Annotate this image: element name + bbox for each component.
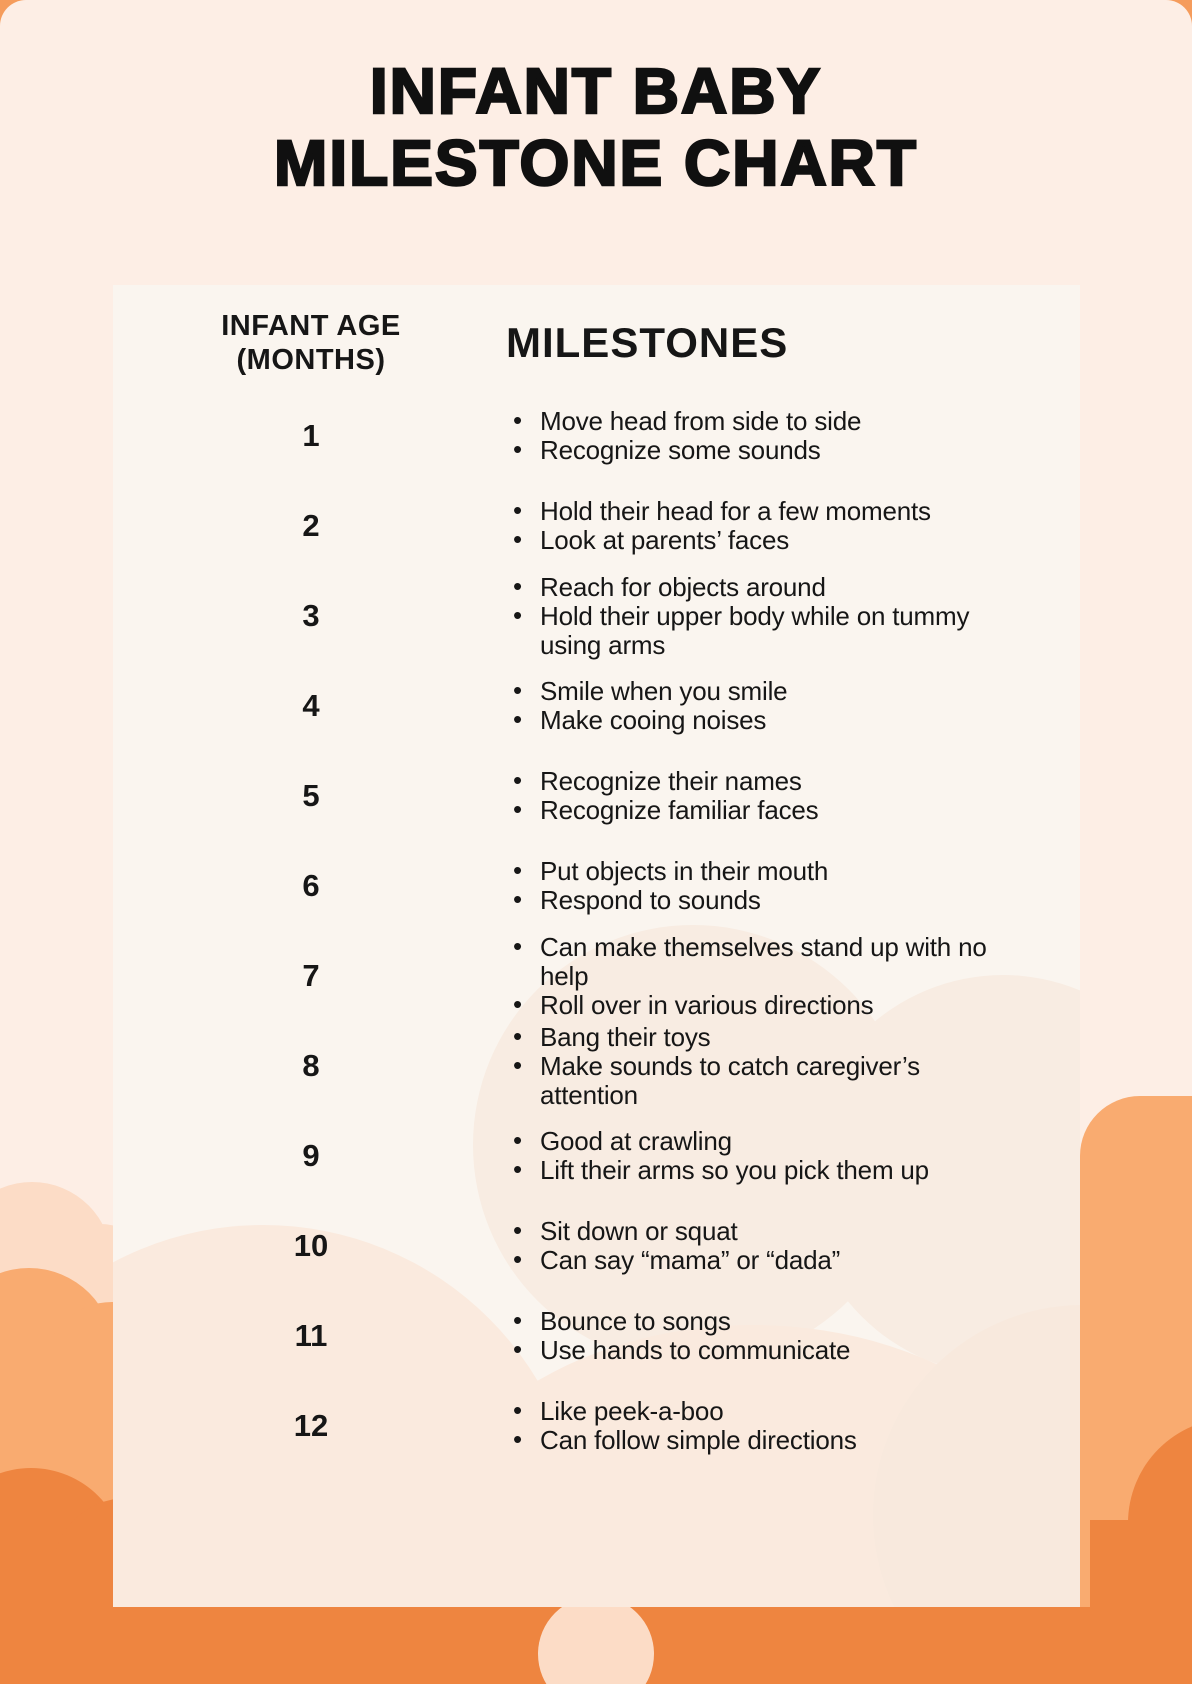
milestone-item: • Hold their upper body while on tummy using arms xyxy=(506,602,995,660)
milestone-list xyxy=(481,933,1050,1020)
milestone-item: • Make sounds to catch caregiver’s attention xyxy=(506,1052,995,1110)
table-row xyxy=(141,751,1050,841)
table xyxy=(113,285,1080,1471)
age-cell: 11 xyxy=(294,1318,328,1353)
age-cell: 3 xyxy=(302,598,320,633)
age-header-line-1: INFANT AGE xyxy=(221,310,401,342)
milestone-item: • Can say “mama” or “dada” xyxy=(506,1246,995,1275)
milestone-item: • Can follow simple directions xyxy=(506,1426,995,1455)
milestone-item: • Recognize some sounds xyxy=(506,436,995,465)
age-header-line-2: (MONTHS) xyxy=(236,344,386,376)
age-cell: 5 xyxy=(302,778,320,813)
milestone-item: • Bang their toys xyxy=(506,1023,995,1052)
milestone-list xyxy=(481,1217,1050,1275)
table-row xyxy=(141,1111,1050,1201)
age-cell: 2 xyxy=(302,508,320,543)
age-cell: 1 xyxy=(302,418,320,453)
milestones-column-header: MILESTONES xyxy=(506,319,789,366)
age-cell: 6 xyxy=(302,868,320,903)
age-cell: 9 xyxy=(302,1138,320,1173)
milestone-item: • Put objects in their mouth xyxy=(506,857,995,886)
age-cell: 7 xyxy=(302,958,320,993)
age-cell: 8 xyxy=(302,1048,320,1083)
table-rows xyxy=(141,391,1050,1471)
milestone-item: • Reach for objects around xyxy=(506,573,995,602)
title-line-2: MILESTONE CHART xyxy=(274,126,918,199)
table-header xyxy=(141,309,1050,377)
milestone-item: • Roll over in various directions xyxy=(506,991,995,1020)
page-title xyxy=(0,56,1192,199)
milestone-item: • Look at parents’ faces xyxy=(506,526,995,555)
milestone-card xyxy=(113,285,1080,1607)
milestone-item: • Respond to sounds xyxy=(506,886,995,915)
milestone-item: • Recognize their names xyxy=(506,767,995,796)
table-row xyxy=(141,841,1050,931)
table-row xyxy=(141,931,1050,1021)
milestone-item: • Lift their arms so you pick them up xyxy=(506,1156,995,1185)
milestone-list xyxy=(481,767,1050,825)
table-row xyxy=(141,1021,1050,1111)
table-row xyxy=(141,1381,1050,1471)
table-row xyxy=(141,661,1050,751)
milestone-item: • Move head from side to side xyxy=(506,407,995,436)
table-row xyxy=(141,481,1050,571)
milestone-list xyxy=(481,1307,1050,1365)
milestone-list xyxy=(481,407,1050,465)
age-cell: 12 xyxy=(293,1408,329,1443)
table-row xyxy=(141,391,1050,481)
milestone-item: • Hold their head for a few moments xyxy=(506,497,995,526)
age-cell: 4 xyxy=(302,688,320,723)
milestone-list xyxy=(481,1023,1050,1110)
milestone-list xyxy=(481,573,1050,660)
table-row xyxy=(141,1201,1050,1291)
age-cell: 10 xyxy=(293,1228,329,1263)
milestone-list xyxy=(481,857,1050,915)
milestone-item: • Bounce to songs xyxy=(506,1307,995,1336)
milestone-item: • Recognize familiar faces xyxy=(506,796,995,825)
milestone-list xyxy=(481,677,1050,735)
milestone-item: • Use hands to communicate xyxy=(506,1336,995,1365)
milestone-item: • Sit down or squat xyxy=(506,1217,995,1246)
milestone-item: • Can make themselves stand up with no help xyxy=(506,933,995,991)
milestone-list xyxy=(481,1127,1050,1185)
table-row xyxy=(141,571,1050,661)
milestone-item: • Like peek-a-boo xyxy=(506,1397,995,1426)
milestone-item: • Smile when you smile xyxy=(506,677,995,706)
title-line-1: INFANT BABY xyxy=(369,55,823,127)
milestone-item: • Make cooing noises xyxy=(506,706,995,735)
age-column-header xyxy=(141,309,481,377)
milestone-list xyxy=(481,497,1050,555)
milestone-item: • Good at crawling xyxy=(506,1127,995,1156)
milestone-list xyxy=(481,1397,1050,1455)
table-row xyxy=(141,1291,1050,1381)
